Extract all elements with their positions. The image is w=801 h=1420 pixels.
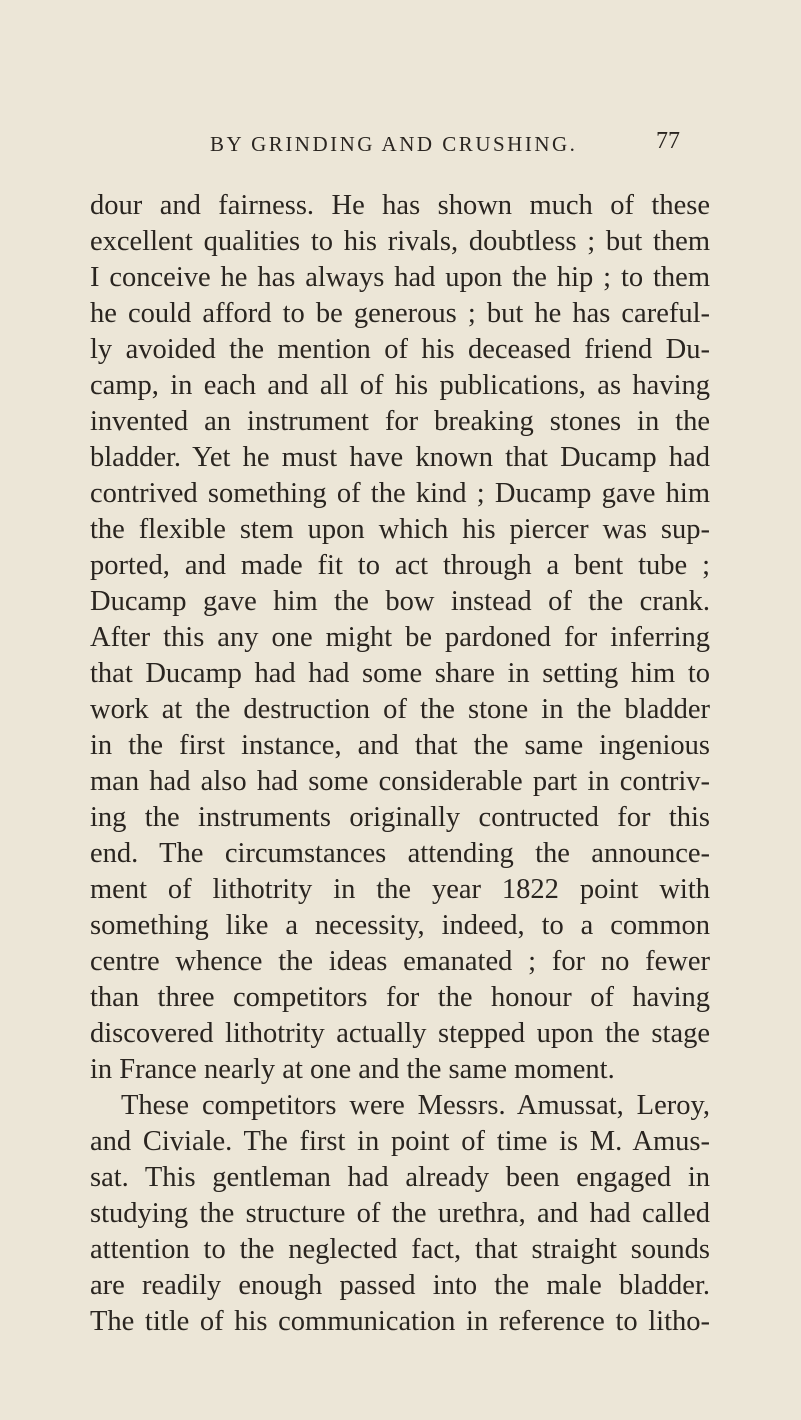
page-number: 77	[656, 128, 680, 154]
text-line: ing the instruments originally contructed for this	[90, 802, 710, 833]
text-line: Ducamp gave him the bow instead of the crank.	[90, 586, 710, 617]
text-line: ported, and made fit to act through a bent tube ;	[90, 550, 710, 581]
text-line: end. The circumstances attending the announce-	[90, 838, 710, 869]
text-line: excellent qualities to his rivals, doubtless ; but them	[90, 226, 710, 257]
text-line: in the first instance, and that the same ingenious	[90, 730, 710, 761]
text-line: centre whence the ideas emanated ; for no fewer	[90, 946, 710, 977]
text-line: sat. This gentleman had already been engaged in	[90, 1162, 710, 1193]
text-line: are readily enough passed into the male bladder.	[90, 1270, 710, 1301]
text-line: ly avoided the mention of his deceased friend Du-	[90, 334, 710, 365]
text-line: he could afford to be generous ; but he has careful-	[90, 298, 710, 329]
text-line: something like a necessity, indeed, to a common	[90, 910, 710, 941]
text-line: I conceive he has always had upon the hip ; to them	[90, 262, 710, 293]
text-line: in France nearly at one and the same moment.	[90, 1054, 615, 1085]
text-line: work at the destruction of the stone in the bladder	[90, 694, 710, 725]
text-line: ment of lithotrity in the year 1822 point with	[90, 874, 710, 905]
text-line: that Ducamp had had some share in setting him to	[90, 658, 710, 689]
text-line: studying the structure of the urethra, and had called	[90, 1198, 710, 1229]
text-line: These competitors were Messrs. Amussat, Leroy,	[121, 1090, 710, 1121]
text-line: invented an instrument for breaking stones in the	[90, 406, 710, 437]
text-line: The title of his communication in reference to litho-	[90, 1306, 710, 1337]
text-line: After this any one might be pardoned for inferring	[90, 622, 710, 653]
text-line: attention to the neglected fact, that straight sounds	[90, 1234, 710, 1265]
text-line: man had also had some considerable part in contriv-	[90, 766, 710, 797]
text-line: camp, in each and all of his publications, as having	[90, 370, 710, 401]
text-line: than three competitors for the honour of having	[90, 982, 710, 1013]
text-line: and Civiale. The first in point of time is M. Amus-	[90, 1126, 710, 1157]
text-line: the flexible stem upon which his piercer was sup-	[90, 514, 710, 545]
text-line: discovered lithotrity actually stepped upon the stage	[90, 1018, 710, 1049]
text-line: contrived something of the kind ; Ducamp gave him	[90, 478, 710, 509]
running-head: BY GRINDING AND CRUSHING.	[210, 132, 578, 156]
text-line: dour and fairness. He has shown much of these	[90, 190, 710, 221]
text-line: bladder. Yet he must have known that Ducamp had	[90, 442, 710, 473]
